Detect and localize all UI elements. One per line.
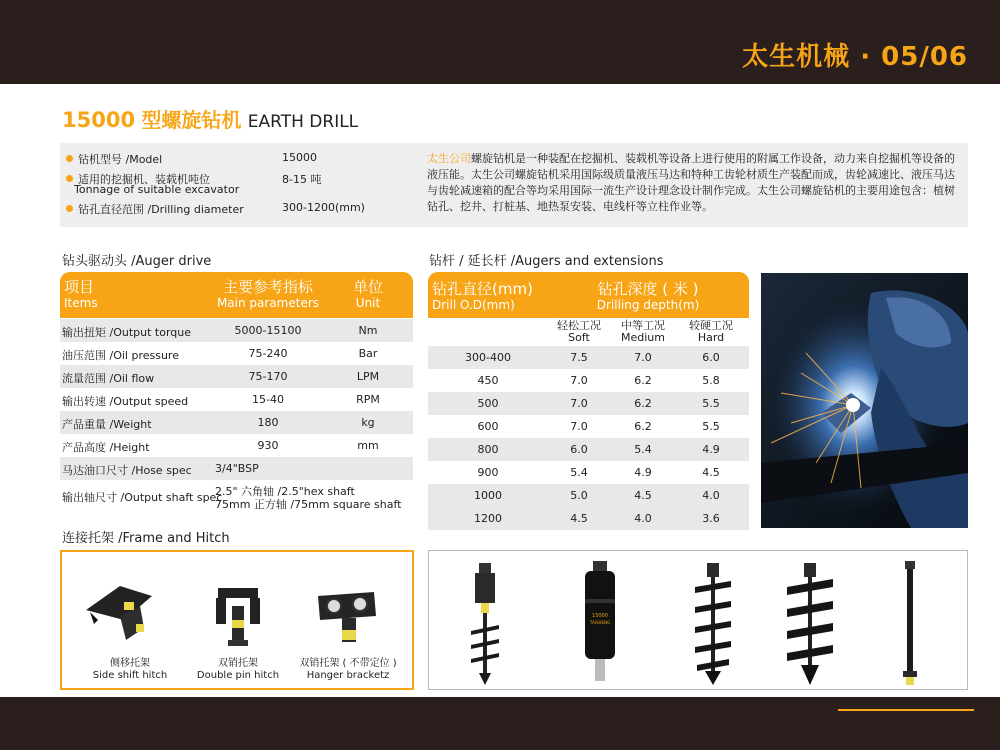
bullet-icon xyxy=(66,155,73,162)
auger-bit-small-image xyxy=(691,561,735,686)
caption-hanger-bracket: 双销托架 ( 不带定位 ) Hanger bracketz xyxy=(299,658,397,681)
intro-company-highlight: 太生公司 xyxy=(427,152,471,165)
header-items: 项目 Items xyxy=(64,278,98,310)
page-title xyxy=(62,104,358,133)
hanger-bracket-image xyxy=(312,582,382,652)
depth-subheader-row xyxy=(428,319,749,345)
header-drilling-depth: 钻孔深度 ( 米 ) Drilling depth(m) xyxy=(596,280,700,312)
table-row: 输出转速 /Output speed 15-40 RPM xyxy=(62,393,380,408)
auger-bit-large-image xyxy=(785,561,835,686)
intro-paragraph xyxy=(427,151,963,215)
header-drill-od: 钻孔直径(mm) Drill O.D(mm) xyxy=(432,280,533,312)
table-row: 油压范围 /Oil pressure 75-240 Bar xyxy=(62,347,378,362)
table-row: 输出扭矩 /Output torque 5000-15100 Nm xyxy=(60,319,413,342)
bullet-icon xyxy=(66,175,73,182)
spec-tonnage-label-en: Tonnage of suitable excavator xyxy=(74,183,240,196)
subheader-hard: 较硬工况 Hard xyxy=(689,319,733,344)
title-en: EARTH DRILL xyxy=(247,112,359,132)
header-main-parameters: 主要参考指标 Main parameters xyxy=(216,278,320,310)
top-banner xyxy=(0,0,1000,84)
augers-table-header xyxy=(428,272,749,318)
title-model-number: 15000 xyxy=(62,108,136,132)
table-row: 300-400 7.5 7.0 6.0 xyxy=(428,346,749,369)
motor-model-text: 15000 xyxy=(592,613,608,619)
auger-motor-image xyxy=(575,559,625,684)
double-pin-hitch-image xyxy=(210,582,266,652)
caption-double-pin-hitch: 双销托架 Double pin hitch xyxy=(196,658,280,681)
table-row: 800 6.0 5.4 4.9 xyxy=(428,438,749,461)
side-shift-hitch-image xyxy=(80,580,156,650)
spec-model-label: 钻机型号 /Model xyxy=(66,151,162,167)
bottom-banner xyxy=(0,697,1000,750)
auger-extension-image xyxy=(895,559,925,687)
table-row: 流量范围 /Oil flow 75-170 LPM xyxy=(60,365,413,388)
table-row: 马达油口尺寸 /Hose spec 3/4"BSP xyxy=(60,457,413,480)
table-row: 1200 4.5 4.0 3.6 xyxy=(474,512,720,525)
spec-diameter-value: 300-1200(mm) xyxy=(282,201,365,214)
table-row: 1000 5.0 4.5 4.0 xyxy=(428,484,749,507)
footer-accent-line xyxy=(838,709,974,711)
table-row: 900 5.4 4.9 4.5 xyxy=(477,466,720,479)
spec-tonnage-value: 8-15 吨 xyxy=(282,173,322,186)
table-row: 450 7.0 6.2 5.8 xyxy=(477,374,720,387)
spec-summary-box xyxy=(60,143,968,227)
welding-photo xyxy=(761,273,968,528)
spec-tonnage-label: 适用的挖掘机、装载机吨位 xyxy=(66,171,210,187)
subheader-medium: 中等工况 Medium xyxy=(621,319,665,344)
frame-section-label: 连接托架 /Frame and Hitch xyxy=(62,531,230,546)
spec-diameter-label: 钻孔直径范围 /Drilling diameter xyxy=(66,201,244,217)
frame-hitch-box xyxy=(60,550,414,690)
brand-page-indicator: 太生机械 · 05/06 xyxy=(742,42,968,72)
spec-model-value: 15000 xyxy=(282,151,317,164)
title-cn: 型螺旋钻机 xyxy=(141,108,242,132)
table-row: 600 7.0 6.2 5.5 xyxy=(477,420,720,433)
auger-drive-assembly-image xyxy=(465,561,505,686)
intro-text: 螺旋钻机是一种装配在挖掘机、装载机等设备上进行使用的附属工作设备，动力来自挖掘机等设备的液压能。太生公司螺旋钻机采用国际级质量液压马达和特种工齿轮材质生产装配而成，齿轮减速比、液压马达与齿轮减速箱的配合等均采用国际一流生产设计理念设计制作完成。太生公司螺旋钻机的主要用途包含：植树钻孔、挖井、打桩基、地热泵安装、电线杆等立柱作业等。 xyxy=(427,152,955,213)
table-row: 产品重量 /Weight 180 kg xyxy=(60,411,413,434)
augers-images-box xyxy=(428,550,968,690)
subheader-soft: 轻松工况 Soft xyxy=(557,319,601,344)
header-unit: 单位 Unit xyxy=(352,278,383,310)
table-row: 输出轴尺寸 /Output shaft spec 2.5" 六角轴 /2.5"hex shaft 75mm 正方轴 /75mm square shaft xyxy=(62,485,402,511)
table-row: 500 7.0 6.2 5.5 xyxy=(428,392,749,415)
caption-side-shift-hitch: 侧移托架 Side shift hitch xyxy=(92,658,168,681)
motor-brand-text: TAISHENG xyxy=(589,620,611,625)
table-row: 产品高度 /Height 930 mm xyxy=(62,439,379,454)
auger-drive-section-label: 钻头驱动头 /Auger drive xyxy=(62,254,212,269)
bullet-icon xyxy=(66,205,73,212)
auger-drive-table-header xyxy=(60,272,413,318)
augers-section-label: 钻杆 / 延长杆 /Augers and extensions xyxy=(429,254,664,269)
welding-illustration xyxy=(761,273,968,528)
